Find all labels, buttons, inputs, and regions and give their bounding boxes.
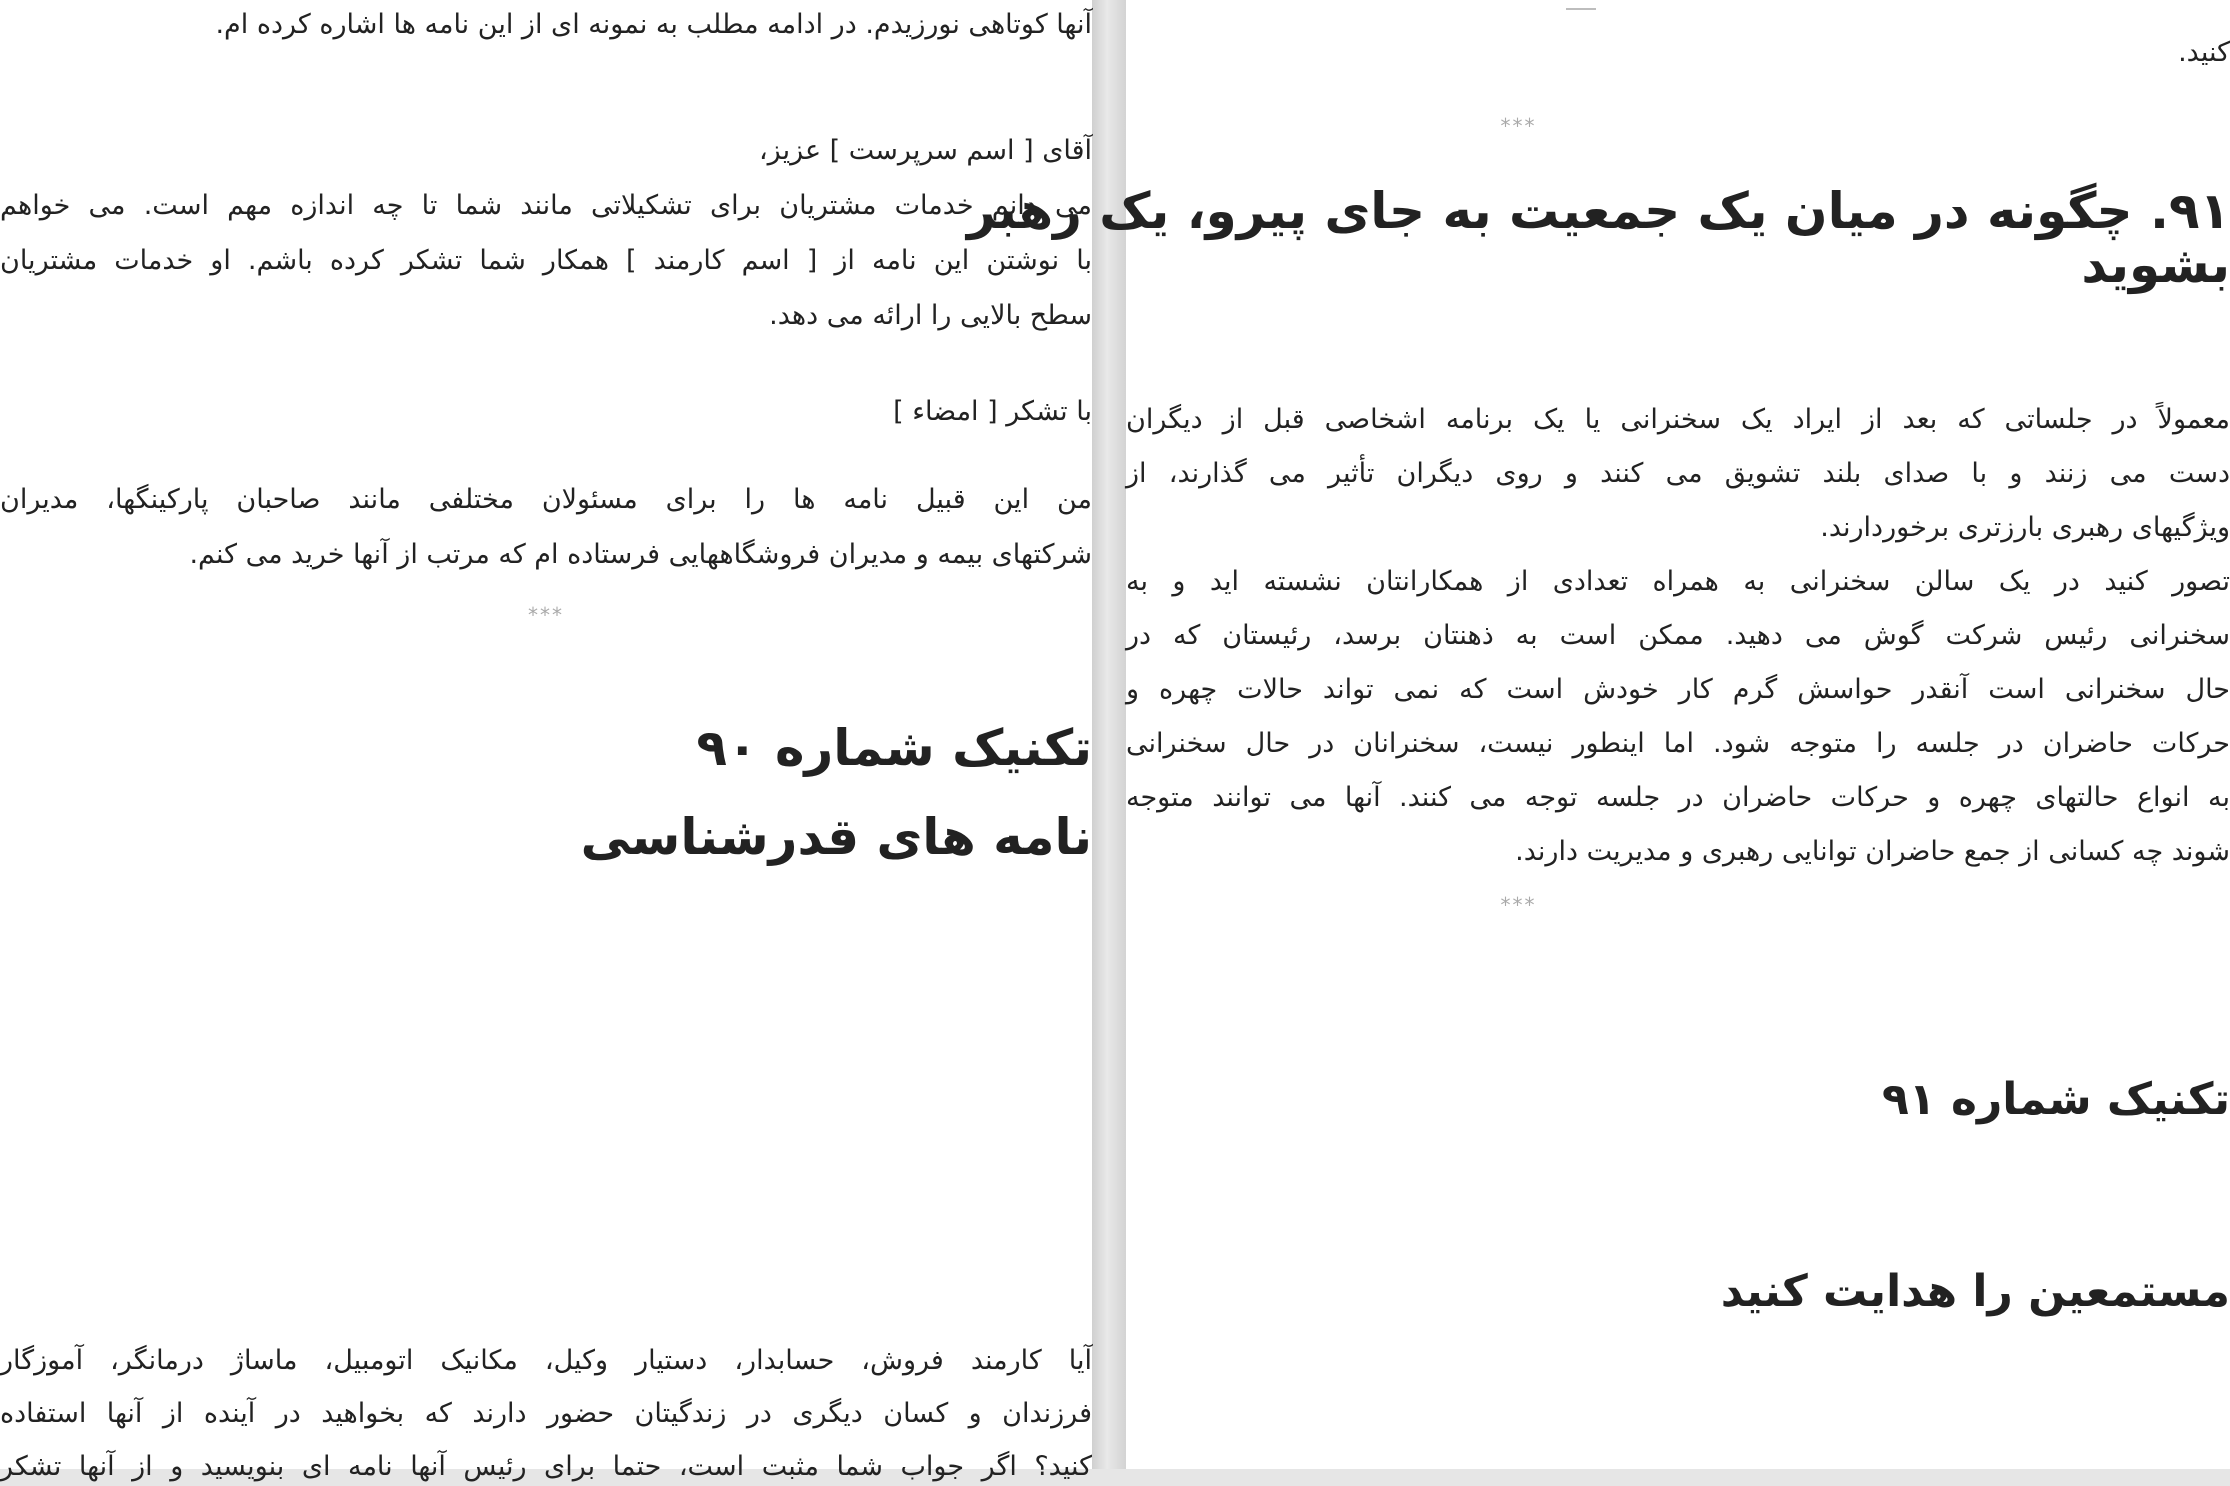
- paragraph-line: آیا کارمند فروش، حسابدار، دستیار وکیل، مکانیک اتومبیل، ماساژ درمانگر، آموزگار: [0, 1345, 1092, 1376]
- right-top-line: کنید.: [2178, 37, 2230, 68]
- paragraph-line: تصور کنید در یک سالن سخنرانی به همراه تعدادی از همکارانتان نشسته اید و به: [1126, 566, 2230, 597]
- page-top-mark: [1566, 8, 1596, 10]
- letter-line: سطح بالایی را ارائه می دهد.: [769, 300, 1092, 331]
- paragraph-line: شرکتهای بیمه و مدیران فروشگاههایی فرستاده ام که مرتب از آنها خرید می کنم.: [189, 539, 1092, 570]
- paragraph-line: شوند چه کسانی از جمع حاضران توانایی رهبری و مدیریت دارند.: [1515, 836, 2230, 867]
- paragraph-line: فرزندان و کسان دیگری در زندگیتان حضور دارند که بخواهید در آینده از آنها استفاده: [0, 1398, 1092, 1429]
- letter-line: با نوشتن این نامه از [ اسم کارمند ] همکار شما تشکر کرده باشم. او خدمات مشتریان: [0, 245, 1092, 276]
- paragraph-line: حرکات حاضران در جلسه را متوجه شود. اما اینطور نیست، سخنرانان در حال سخنرانی: [1126, 728, 2230, 759]
- left-page: [0, 0, 1092, 1482]
- paragraph-line: کنید؟ اگر جواب شما مثبت است، حتما برای رئیس آنها نامه ای بنویسید و از آنها تشکر: [0, 1451, 1092, 1482]
- paragraph-line: به انواع حالتهای چهره و حرکات حاضران در جلسه توجه می کنند. آنها می توانند متوجه: [1126, 782, 2230, 813]
- paragraph-line: معمولاً در جلساتی که بعد از ایراد یک سخنرانی یا یک برنامه اشخاصی قبل از دیگران: [1126, 404, 2230, 435]
- technique-subtitle: مستمعین را هدایت کنید: [1720, 1266, 2230, 1317]
- letter-closing: با تشکر [ امضاء ]: [893, 396, 1092, 427]
- section-heading: ۹۱. چگونه در میان یک جمعیت به جای پیرو، یک رهبر: [966, 182, 2230, 240]
- technique-title: تکنیک شماره ۹۰: [696, 719, 1092, 777]
- paragraph-line: ویژگیهای رهبری بارزتری برخوردارند.: [1820, 512, 2230, 543]
- letter-line: می دانم خدمات مشتریان برای تشکیلاتی مانند شما تا چه اندازه مهم است. می خواهم: [0, 190, 1092, 221]
- separator-stars: ***: [1500, 893, 1537, 917]
- paragraph-line: من این قبیل نامه ها را برای مسئولان مختلفی مانند صاحبان پارکینگها، مدیران: [0, 484, 1092, 515]
- section-heading-continued: بشوید: [2081, 236, 2230, 294]
- technique-subtitle: نامه های قدرشناسی: [580, 808, 1092, 866]
- separator-stars: ***: [528, 603, 564, 627]
- technique-title: تکنیک شماره ۹۱: [1881, 1074, 2230, 1125]
- separator-stars: ***: [1500, 114, 1537, 138]
- letter-greeting: آقای [ اسم سرپرست ] عزیز،: [758, 135, 1092, 166]
- paragraph-line: سخنرانی رئیس شرکت گوش می دهید. ممکن است به ذهنتان برسد، رئیستان که در: [1126, 620, 2230, 651]
- paragraph-line: دست می زنند و با صدای بلند تشویق می کنند و روی دیگران تأثیر می گذارند، از: [1126, 458, 2230, 489]
- left-top-line: آنها کوتاهی نورزیدم. در ادامه مطلب به نمونه ای از این نامه ها اشاره کرده ام.: [215, 9, 1092, 40]
- paragraph-line: حال سخنرانی است آنقدر حواسش گرم کار خودش است که نمی تواند حالات چهره و: [1126, 674, 2230, 705]
